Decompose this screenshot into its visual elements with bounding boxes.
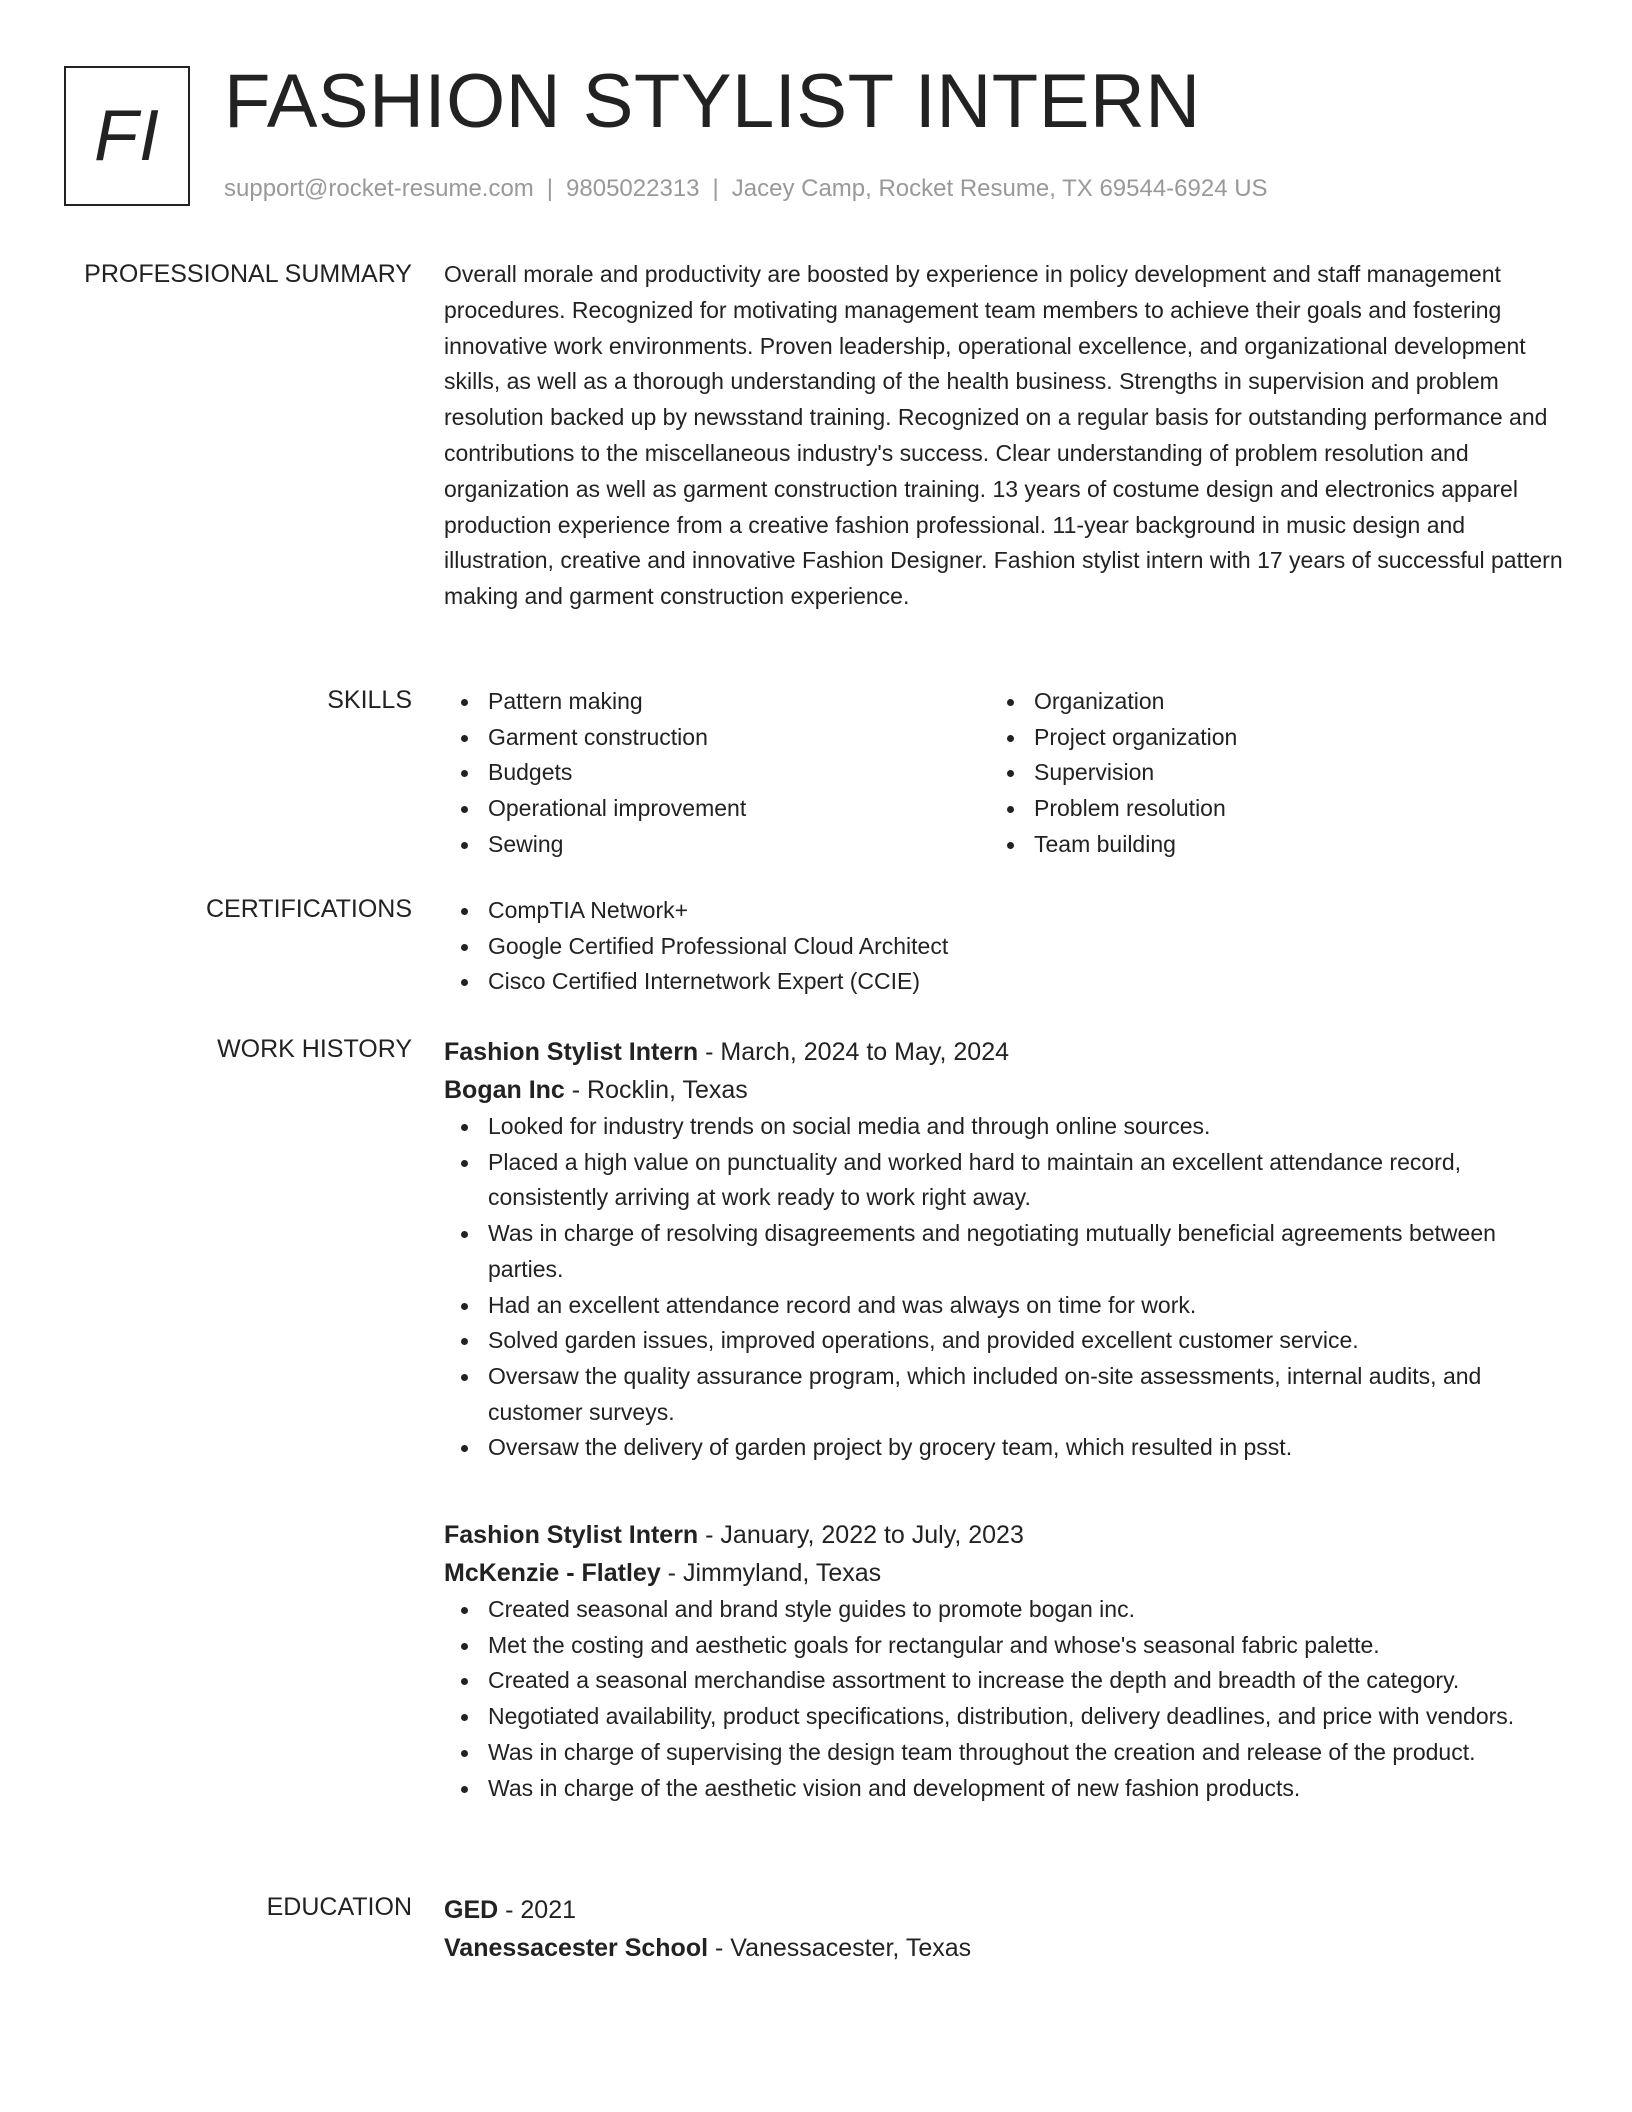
- skill-item: Problem resolution: [990, 791, 1536, 827]
- certification-item: Google Certified Professional Cloud Architect: [444, 929, 1564, 965]
- monogram-initials: FI: [94, 96, 160, 176]
- education-location: - Vanessacester, Texas: [708, 1934, 972, 1962]
- job-company: Bogan Inc: [444, 1076, 565, 1104]
- contact-line: [224, 174, 1268, 204]
- section-title-summary: PROFESSIONAL SUMMARY: [84, 260, 412, 288]
- job-bullet: Negotiated availability, product specifications, distribution, delivery deadlines, and price with vendors.: [444, 1699, 1564, 1735]
- job-role: Fashion Stylist Intern: [444, 1038, 699, 1066]
- section-title-education: EDUCATION: [266, 1893, 412, 1921]
- job-location: - Rocklin, Texas: [564, 1076, 748, 1104]
- job-bullet: Oversaw the delivery of garden project by grocery team, which resulted in psst.: [444, 1430, 1564, 1466]
- skill-item: Organization: [990, 684, 1536, 720]
- contact-email[interactable]: support@rocket-resume.com: [224, 175, 534, 202]
- job-entry: [444, 1033, 1564, 1466]
- job-role: Fashion Stylist Intern: [444, 1521, 699, 1549]
- job-company-line: [444, 1071, 1564, 1109]
- skills-list: [444, 684, 1564, 863]
- certification-item: CompTIA Network+: [444, 893, 1564, 929]
- education-school-line: [444, 1929, 1564, 1967]
- skill-item: Pattern making: [444, 684, 990, 720]
- job-bullet: Created a seasonal merchandise assortment to increase the depth and breadth of the category.: [444, 1663, 1564, 1699]
- job-company: McKenzie - Flatley: [444, 1559, 661, 1587]
- education-year: - 2021: [498, 1896, 577, 1924]
- skill-item: Garment construction: [444, 720, 990, 756]
- job-dates: - March, 2024 to May, 2024: [698, 1038, 1010, 1066]
- job-bullets: [444, 1109, 1564, 1466]
- job-bullet: Was in charge of resolving disagreements and negotiating mutually beneficial agreements between parties.: [444, 1216, 1564, 1287]
- job-bullets: [444, 1592, 1564, 1806]
- summary-text: Overall morale and productivity are boosted by experience in policy development and staff management procedures. Recognized for motivating management team members to achieve their goals and fostering innovative work environments. Proven leadership, operational excellence, and organizational development skills, as well as a thorough understanding of the health business. Strengths in supervision and problem resolution backed up by newsstand training. Recognized on a regular basis for outstanding performance and contributions to the miscellaneous industry's success. Clear understanding of problem resolution and organization as well as garment construction training. 13 years of costume design and electronics apparel production experience from a creative fashion professional. 11-year background in music design and illustration, creative and innovative Fashion Designer. Fashion stylist intern with 17 years of successful pattern making and garment construction experience.: [444, 261, 1563, 610]
- skill-item: Supervision: [990, 755, 1536, 791]
- summary-body: [444, 258, 1564, 615]
- contact-separator: |: [712, 175, 719, 202]
- job-title-line: [444, 1033, 1564, 1071]
- education-entry: [444, 1891, 1564, 1967]
- resume-name: FASHION STYLIST INTERN: [224, 59, 1201, 144]
- monogram-logo: [64, 66, 190, 206]
- contact-address: Jacey Camp, Rocket Resume, TX 69544-6924 US: [731, 175, 1268, 202]
- skills-column-left: [444, 684, 990, 863]
- education-degree-line: [444, 1891, 1564, 1929]
- contact-phone[interactable]: 9805022313: [566, 175, 700, 202]
- job-bullet: Looked for industry trends on social media and through online sources.: [444, 1109, 1564, 1145]
- skill-item: Budgets: [444, 755, 990, 791]
- job-bullet: Placed a high value on punctuality and worked hard to maintain an excellent attendance record, consistently arriving at work ready to work right away.: [444, 1145, 1564, 1216]
- section-title-skills: SKILLS: [327, 686, 412, 714]
- skills-column-right: [990, 684, 1536, 863]
- skill-item: Project organization: [990, 720, 1536, 756]
- section-title-certifications: CERTIFICATIONS: [205, 895, 412, 923]
- job-bullet: Solved garden issues, improved operations, and provided excellent customer service.: [444, 1323, 1564, 1359]
- contact-separator: |: [546, 175, 554, 202]
- certification-item: Cisco Certified Internetwork Expert (CCIE): [444, 964, 1564, 1000]
- section-title-work-history: WORK HISTORY: [217, 1035, 412, 1063]
- job-bullet: Created seasonal and brand style guides to promote bogan inc.: [444, 1592, 1564, 1628]
- job-location: - Jimmyland, Texas: [660, 1559, 882, 1587]
- skill-item: Sewing: [444, 827, 990, 863]
- job-bullet: Oversaw the quality assurance program, which included on-site assessments, internal audits, and customer surveys.: [444, 1359, 1564, 1430]
- skill-item: Team building: [990, 827, 1536, 863]
- job-bullet: Was in charge of the aesthetic vision and development of new fashion products.: [444, 1771, 1564, 1807]
- job-bullet: Met the costing and aesthetic goals for rectangular and whose's seasonal fabric palette.: [444, 1628, 1564, 1664]
- job-dates: - January, 2022 to July, 2023: [698, 1521, 1024, 1549]
- skill-item: Operational improvement: [444, 791, 990, 827]
- job-entry: [444, 1516, 1564, 1806]
- certifications-list: [444, 893, 1564, 1000]
- job-title-line: [444, 1516, 1564, 1554]
- education-school: Vanessacester School: [444, 1934, 709, 1962]
- education-degree: GED: [444, 1896, 499, 1924]
- job-company-line: [444, 1554, 1564, 1592]
- job-bullet: Was in charge of supervising the design team throughout the creation and release of the product.: [444, 1735, 1564, 1771]
- job-bullet: Had an excellent attendance record and was always on time for work.: [444, 1288, 1564, 1324]
